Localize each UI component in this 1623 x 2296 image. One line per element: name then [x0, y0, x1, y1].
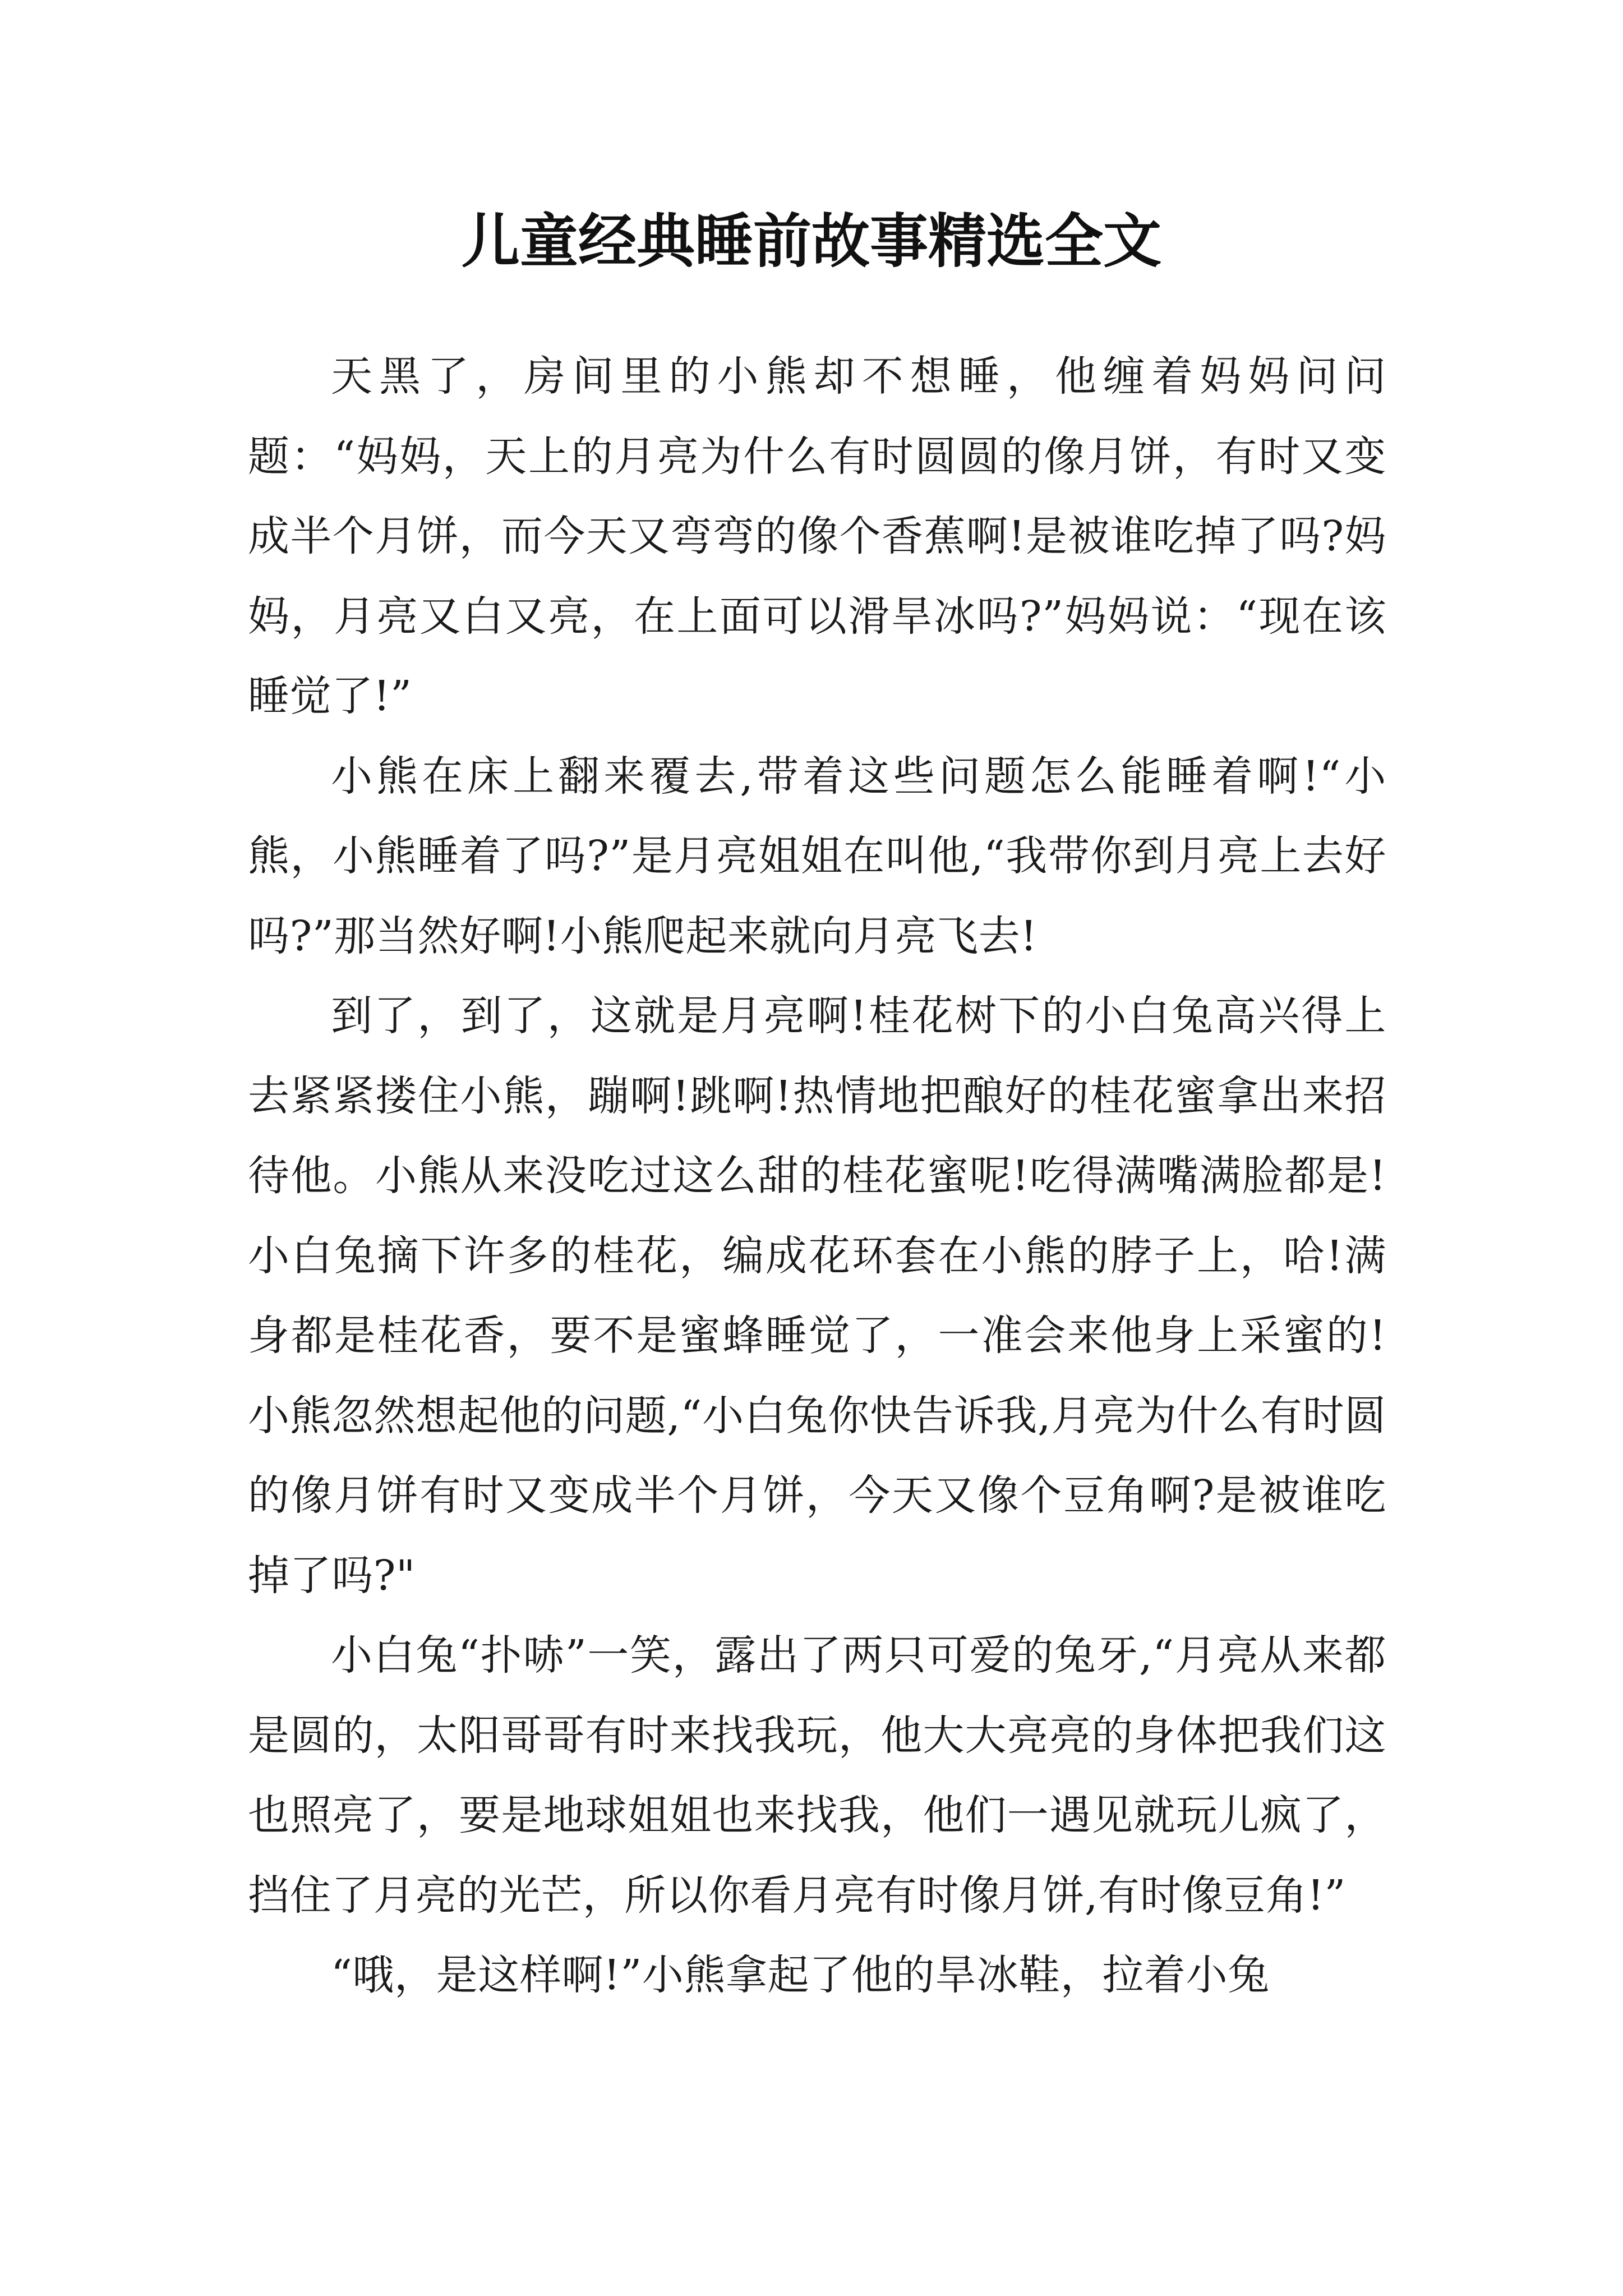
paragraph: 小白兔“扑哧”一笑，露出了两只可爱的兔牙,“月亮从来都是圆的，太阳哥哥有时来找我玩，他大大亮亮的身体把我们这也照亮了，要是地球姐姐也来找我，他们一遇见就玩儿疯了，挡住了月亮的光芒，所以你看月亮有时像月饼,有时像豆角!”: [248, 1631, 1386, 1920]
paragraph: 天黑了，房间里的小熊却不想睡，他缠着妈妈问问题：“妈妈，天上的月亮为什么有时圆圆的像月饼，有时又变成半个月饼，而今天又弯弯的像个香蕉啊!是被谁吃掉了吗?妈妈，月亮又白又亮，在上面可以滑旱冰吗?”妈妈说：“现在该睡觉了!”: [248, 352, 1386, 720]
paragraph: 小熊在床上翻来覆去,带着这些问题怎么能睡着啊!“小熊，小熊睡着了吗?”是月亮姐姐在叫他,“我带你到月亮上去好吗?”那当然好啊!小熊爬起来就向月亮飞去!: [248, 752, 1386, 960]
paragraph: 到了，到了，这就是月亮啊!桂花树下的小白兔高兴得上去紧紧搂住小熊，蹦啊!跳啊!热情地把酿好的桂花蜜拿出来招待他。小熊从来没吃过这么甜的桂花蜜呢!吃得满嘴满脸都是!小白兔摘下许多的桂花，编成花环套在小熊的脖子上，哈!满身都是桂花香，要不是蜜蜂睡觉了，一准会来他身上采蜜的!小熊忽然想起他的问题,“小白兔你快告诉我,月亮为什么有时圆的像月饼有时又变成半个月饼，今天又像个豆角啊?是被谁吃掉了吗?": [248, 992, 1386, 1600]
document-body: [248, 337, 1386, 2016]
paragraph: “哦，是这样啊!”小熊拿起了他的旱冰鞋，拉着小兔: [331, 1951, 1270, 1999]
document-title: 儿童经典睡前故事精选全文: [461, 206, 1161, 275]
